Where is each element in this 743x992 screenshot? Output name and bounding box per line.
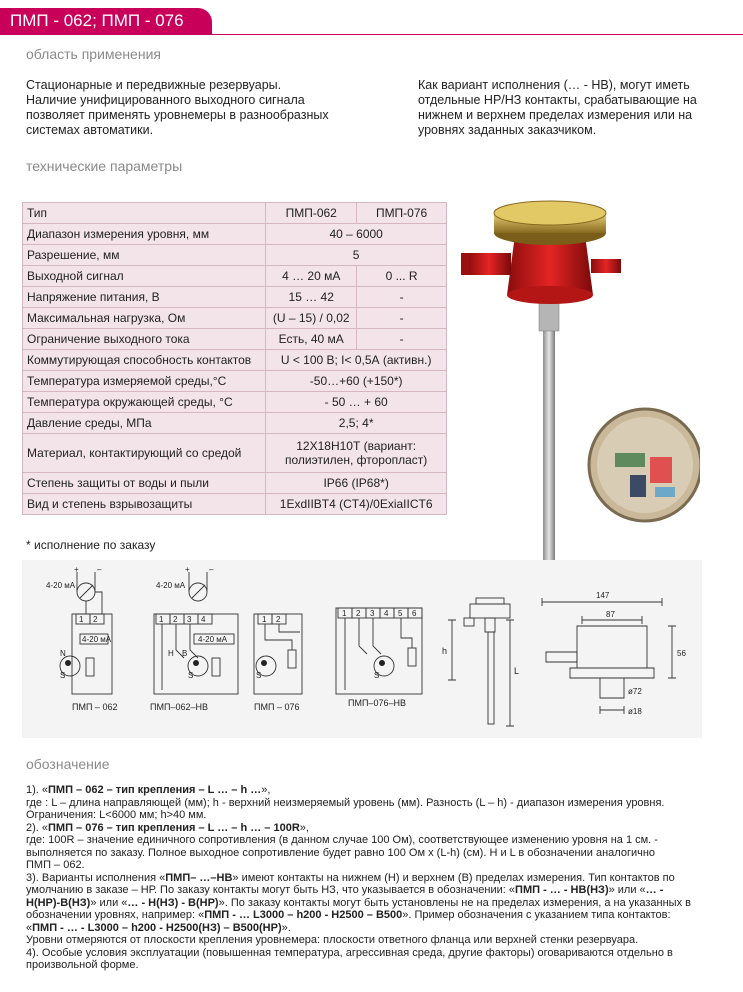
dimension-L: L	[514, 666, 520, 676]
row-value: 40 – 6000	[266, 224, 447, 245]
row-label: Температура измеряемой среды,°С	[23, 371, 266, 392]
table-row	[23, 350, 447, 371]
table-cell: ПМП-062	[266, 203, 357, 224]
terminal-number: 1	[342, 609, 347, 618]
row-value: 5	[266, 245, 447, 266]
row-label: Максимальная нагрузка, Ом	[23, 308, 266, 329]
application-right-text: Как вариант исполнения (… - НВ), могут иметь отдельные НР/НЗ контакты, срабатывающие на нижнем и верхнем пределах измерения или на уровнях заданных заказчиком.	[418, 78, 697, 137]
terminal-number: 6	[412, 609, 417, 618]
row-value: (U – 15) / 0,02	[266, 308, 357, 329]
footnote: * исполнение по заказу	[26, 538, 156, 552]
dimension-18: ø18	[628, 707, 642, 716]
dimension-h: h	[442, 646, 448, 656]
table-row	[23, 329, 447, 350]
table-row	[23, 413, 447, 434]
table-row	[23, 473, 447, 494]
s-label: S	[188, 671, 194, 680]
row-label: Степень защиты от воды и пыли	[23, 473, 266, 494]
table-row	[23, 245, 447, 266]
h-label: H	[168, 649, 174, 658]
terminal-number: 1	[79, 615, 84, 624]
row-label: Ограничение выходного тока	[23, 329, 266, 350]
table-cell: Тип	[23, 203, 266, 224]
terminal-number: 1	[262, 615, 267, 624]
dimension-147: 147	[596, 591, 610, 600]
row-label: Напряжение питания, В	[23, 287, 266, 308]
terminal-number: 4	[384, 609, 389, 618]
row-value: -	[357, 329, 447, 350]
caption-pmp-076-hb: ПМП–076–НВ	[348, 698, 406, 708]
module-label: 4-20 мА	[82, 635, 112, 644]
plus-sign: +	[185, 565, 190, 574]
designation-notes: 1). «ПМП – 062 – тип крепления – L … – h …», где : L – длина направляющей (мм); h - верхний неизмеряемый уровень (мм). Разность (L – h) - диапазон измерения уровня. Ограничения: L<6000 мм; h>40 мм. 2). «ПМП – 076 – тип крепления – L … – h … – 100R», где: 100R – значение единичного сопротивления (в данном случае 100 Ом), соответствующее изменению уровня на 1 см. - выполняется по заказу. Полное выходное сопротивление будет равно 100 Ом х (L-h) (см). H и L в обозначении аналогично ПМП – 062. 3). Варианты исполнения «ПМП– …–НВ» имеют контакты на нижнем (Н) и верхнем (В) пределах измерения. Тип контактов по умолчанию в заказе – НР. По заказу контакты могут быть НЗ, что указывается в обозначении: «ПМП - … - НВ(НЗ)» или «… - Н(НР)-В(НЗ)» или «… - Н(НЗ) - В(НР)». По заказу контакты могут быть установлены не на пределах измерения, а на указанных в обозначении уровнях, например: «ПМП - … L3000 – h200 - H2500 – B500». Пример обозначения с указанием типа контактов: «ПМП - … - L3000 – h200 - H2500(НЗ) – B500(НР)». Уровни отмеряются от плоскости крепления уровнемера: плоскости ответного фланца или верхней стенки резервуара. 4). Особые условия эксплуатации (повышенная температура, агрессивная среда, другие факторы) оговариваются отдельно в произвольной форме.	[26, 784, 691, 971]
table-row	[23, 434, 447, 473]
application-left-text: Стационарные и передвижные резервуары. Наличие унифицированного выходного сигнала позволяет применять уровнемеры в разнообразных системах автоматики.	[26, 78, 329, 137]
tech-params-heading: технические параметры	[26, 158, 183, 174]
row-label: Разрешение, мм	[23, 245, 266, 266]
dimension-72: ø72	[628, 687, 642, 696]
designation-heading: обозначение	[26, 756, 110, 772]
row-label: Вид и степень взрывозащиты	[23, 494, 266, 515]
terminal-number: 2	[276, 615, 281, 624]
s-label: S	[374, 671, 380, 680]
row-label: Диапазон измерения уровня, мм	[23, 224, 266, 245]
caption-pmp-062: ПМП – 062	[72, 702, 118, 712]
table-row	[23, 371, 447, 392]
row-value: Есть, 40 мА	[266, 329, 357, 350]
table-row	[23, 308, 447, 329]
row-value: 1ExdIIBT4 (CT4)/0ExiaIICT6	[266, 494, 447, 515]
s-label: S	[60, 671, 66, 680]
tech-params-table	[22, 202, 447, 515]
table-row	[23, 494, 447, 515]
caption-pmp-062-hb: ПМП–062–НВ	[150, 702, 208, 712]
terminal-number: 2	[356, 609, 361, 618]
caption-pmp-076: ПМП – 076	[254, 702, 300, 712]
row-value: -	[357, 308, 447, 329]
row-label: Температура окружающей среды, °С	[23, 392, 266, 413]
row-label: Выходной сигнал	[23, 266, 266, 287]
row-label: Давление среды, МПа	[23, 413, 266, 434]
table-row	[23, 224, 447, 245]
row-value: 4 … 20 мА	[266, 266, 357, 287]
row-value: 2,5; 4*	[266, 413, 447, 434]
table-row	[23, 287, 447, 308]
minus-sign: –	[97, 565, 102, 574]
row-value: -	[357, 287, 447, 308]
table-cell: ПМП-076	[357, 203, 447, 224]
terminal-number: 3	[370, 609, 375, 618]
dimension-87: 87	[606, 610, 615, 619]
terminal-number: 4	[201, 615, 206, 624]
terminal-number: 2	[173, 615, 178, 624]
level-gauge-photo	[455, 195, 700, 560]
terminal-number: 3	[187, 615, 192, 624]
table-header-row	[23, 203, 447, 224]
row-label: Коммутирующая способность контактов	[23, 350, 266, 371]
row-value: 15 … 42	[266, 287, 357, 308]
terminal-number: 1	[159, 615, 164, 624]
wiring-diagrams	[22, 560, 702, 738]
row-value: IP66 (IP68*)	[266, 473, 447, 494]
title-underline	[0, 34, 743, 35]
terminal-number: 5	[398, 609, 403, 618]
n-label: N	[60, 649, 66, 658]
signal-label: 4-20 мА	[46, 581, 76, 590]
document-title: ПМП - 062; ПМП - 076	[0, 8, 212, 34]
module-label: 4-20 мА	[198, 635, 228, 644]
terminal-number: 2	[93, 615, 98, 624]
minus-sign: –	[209, 565, 214, 574]
table-row	[23, 392, 447, 413]
row-value: 0 ... R	[357, 266, 447, 287]
table-row	[23, 266, 447, 287]
signal-label: 4-20 мА	[156, 581, 186, 590]
b-label: B	[182, 649, 188, 658]
row-label: Материал, контактирующий со средой	[23, 434, 266, 473]
row-value: U < 100 В; I< 0,5А (активн.)	[266, 350, 447, 371]
row-value: 12Х18Н10Т (вариант: полиэтилен, фторопласт)	[266, 434, 447, 473]
application-heading: область применения	[26, 46, 161, 62]
dimension-56: 56	[677, 649, 686, 658]
plus-sign: +	[74, 565, 79, 574]
row-value: -50…+60 (+150*)	[266, 371, 447, 392]
s-label: S	[256, 671, 262, 680]
row-value: - 50 … + 60	[266, 392, 447, 413]
